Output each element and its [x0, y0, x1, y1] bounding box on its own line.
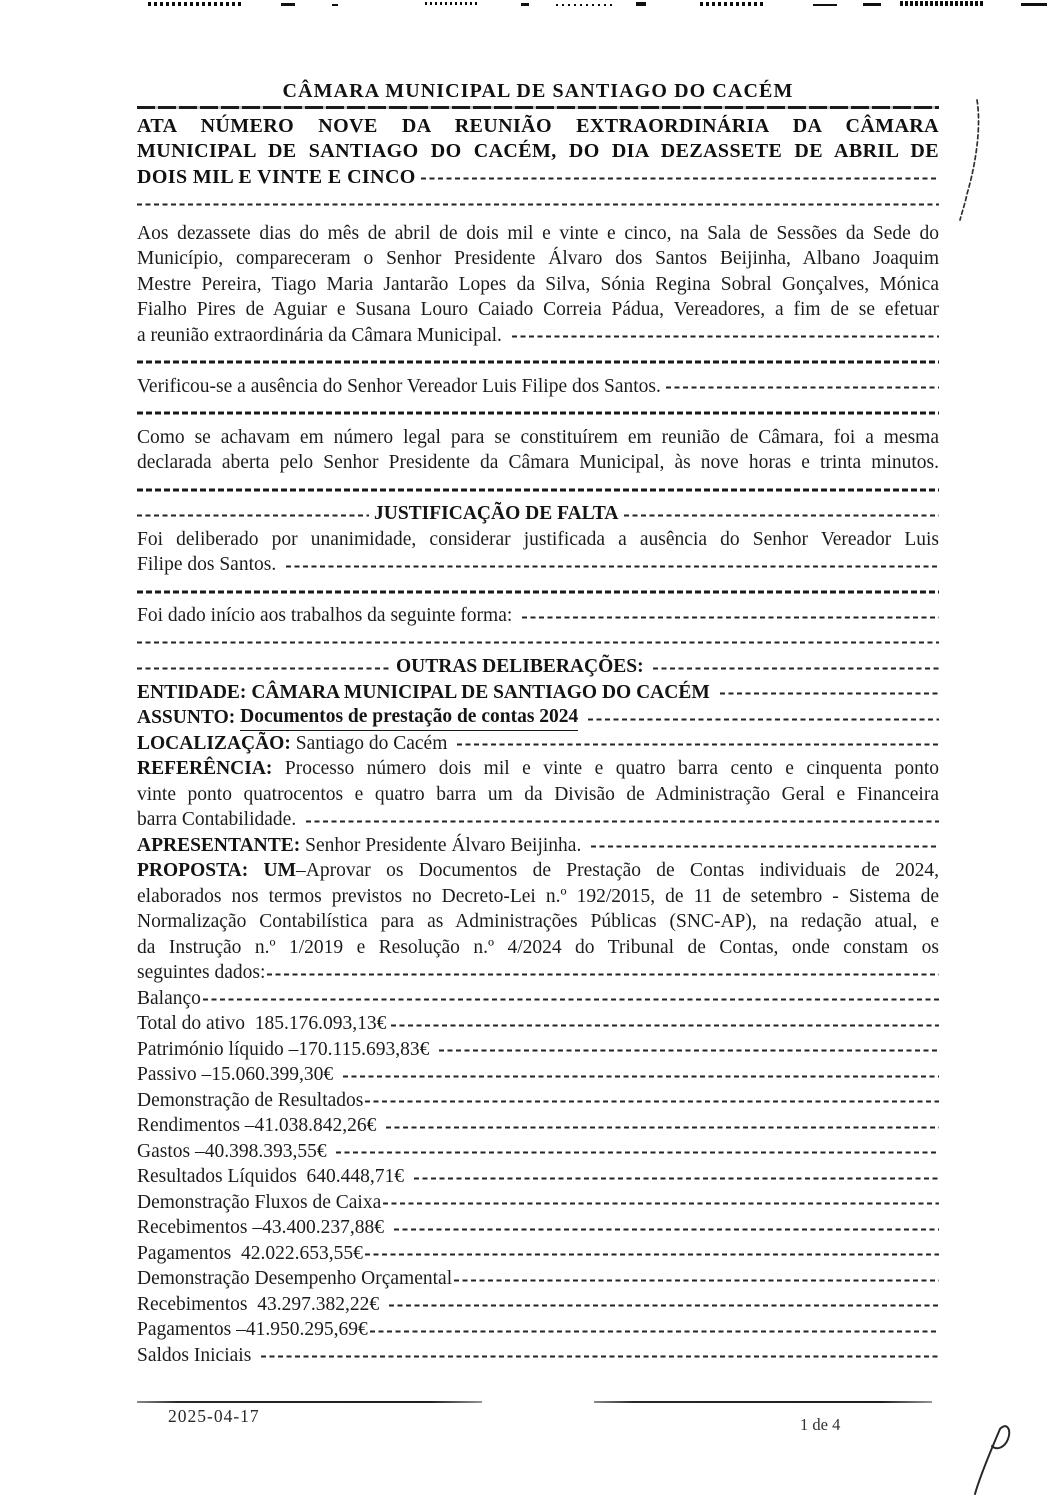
separator-line	[137, 578, 939, 604]
financial-line: Património líquido –170.115.693,83€	[137, 1037, 939, 1063]
dash-fill	[653, 667, 939, 669]
separator-line	[137, 399, 939, 425]
section-heading-justificacao: JUSTIFICAÇÃO DE FALTA	[137, 501, 939, 527]
paragraph-line: Como se achavam em número legal para se constituírem em reunião de Câmara, foi a mesma	[137, 426, 939, 448]
org-title: CÂMARA MUNICIPAL DE SANTIAGO DO CACÉM	[282, 80, 794, 102]
section-heading-outras-deliberacoes: OUTRAS DELIBERAÇÕES:	[137, 654, 939, 680]
dash-fill	[391, 1024, 939, 1026]
paragraph-line: a reunião extraordinária da Câmara Municipal.	[137, 323, 939, 349]
ata-heading-line: DOIS MIL E VINTE E CINCO	[137, 165, 939, 191]
financial-line: Demonstração de Resultados	[137, 1088, 939, 1114]
dash-fill	[522, 616, 939, 618]
entidade-line: ENTIDADE: CÂMARA MUNICIPAL DE SANTIAGO DO CACÉM	[137, 680, 939, 706]
dash-fill	[267, 973, 939, 975]
paragraph-line: Município, compareceram o Senhor Presidente Álvaro dos Santos Beijinha, Albano Joaquim	[137, 248, 939, 270]
proposta-line: da Instrução n.º 1/2019 e Resolução n.º 4/2024 do Tribunal de Contas, onde constam os	[137, 936, 939, 958]
proposta-line: elaborados nos termos previstos no Decreto-Lei n.º 192/2015, de 11 de setembro - Sistema de	[137, 885, 939, 907]
proposta-line: seguintes dados:	[137, 960, 939, 986]
financial-line: Rendimentos –41.038.842,26€	[137, 1113, 939, 1139]
financial-line: Recebimentos 43.297.382,22€	[137, 1292, 939, 1318]
financial-line: Balanço	[137, 986, 939, 1012]
localizacao-line: LOCALIZAÇÃO: Santiago do Cacém	[137, 731, 939, 757]
footer-rule-right	[594, 1401, 932, 1403]
paragraph-line: Filipe dos Santos.	[137, 552, 939, 578]
separator-line	[137, 476, 939, 502]
referencia-line: barra Contabilidade.	[137, 807, 939, 833]
assunto-line: ASSUNTO: Documentos de prestação de contas 2024	[137, 705, 939, 731]
dash-fill	[137, 514, 369, 516]
absence-line: Verificou-se a ausência do Senhor Vereador Luis Filipe dos Santos.	[137, 374, 939, 400]
footer-date: 2025-04-17	[168, 1406, 260, 1426]
footer-rule-left	[137, 1401, 482, 1403]
dash-fill	[365, 1101, 939, 1103]
dash-fill	[624, 514, 939, 516]
dash-fill	[394, 1228, 939, 1230]
dash-fill	[389, 1305, 939, 1307]
financial-line: Recebimentos –43.400.237,88€	[137, 1215, 939, 1241]
dash-fill	[365, 1254, 939, 1256]
dash-fill	[588, 718, 939, 720]
referencia-line: vinte ponto quatrocentos e quatro barra um da Divisão de Administração Geral e Financeira	[137, 783, 939, 805]
dash-fill	[720, 693, 939, 695]
financial-line: Pagamentos –41.950.295,69€	[137, 1317, 939, 1343]
dash-fill	[261, 1356, 939, 1358]
dash-fill	[203, 999, 939, 1001]
proposta-line: PROPOSTA: UM–Aprovar os Documentos de Prestação de Contas individuais de 2024,	[137, 860, 939, 882]
dash-fill	[370, 1330, 939, 1332]
dash-fill	[386, 1126, 939, 1128]
dash-fill	[306, 820, 939, 822]
financial-line: Total do ativo 185.176.093,13€	[137, 1011, 939, 1037]
dash-fill	[457, 744, 939, 746]
financial-line: Pagamentos 42.022.653,55€	[137, 1241, 939, 1267]
title-rule	[137, 106, 939, 109]
dash-fill	[666, 387, 939, 389]
paragraph-line: Foi deliberado por unanimidade, considerar justificada a ausência do Senhor Vereador Luis	[137, 528, 939, 550]
financial-line: Passivo –15.060.399,30€	[137, 1062, 939, 1088]
inicio-line: Foi dado início aos trabalhos da seguinte forma:	[137, 603, 939, 629]
dash-fill	[286, 565, 939, 567]
separator-line	[137, 629, 939, 655]
ata-heading-line: MUNICIPAL DE SANTIAGO DO CACÉM, DO DIA DEZASSETE DE ABRIL DE	[137, 140, 939, 163]
apresentante-line: APRESENTANTE: Senhor Presidente Álvaro Beijinha.	[137, 833, 939, 859]
paragraph-line: Mestre Pereira, Tiago Maria Jantarão Lopes da Silva, Sónia Regina Sobral Gonçalves, Mónica	[137, 273, 939, 295]
dash-fill	[414, 1177, 939, 1179]
dash-fill	[421, 178, 939, 180]
paragraph-line: Aos dezassete dias do mês de abril de dois mil e vinte e cinco, na Sala de Sessões da Sede do	[137, 222, 939, 244]
handwritten-initial	[963, 1420, 1023, 1497]
dash-fill	[512, 336, 939, 338]
page-number: 1 de 4	[800, 1415, 841, 1434]
dash-fill	[137, 667, 391, 669]
financial-line: Saldos Iniciais	[137, 1343, 939, 1369]
dash-fill	[383, 1203, 939, 1205]
financial-line: Resultados Líquidos 640.448,71€	[137, 1164, 939, 1190]
dash-fill	[454, 1279, 939, 1281]
paragraph-line: declarada aberta pelo Senhor Presidente da Câmara Municipal, às nove horas e trinta minutos.	[137, 452, 939, 474]
dash-fill	[591, 846, 939, 848]
referencia-line: REFERÊNCIA: Processo número dois mil e vinte e quatro barra cento e cinquenta ponto	[137, 758, 939, 780]
document-body	[137, 78, 939, 1368]
financial-line: Demonstração Desempenho Orçamental	[137, 1266, 939, 1292]
pen-stroke-margin-mark	[950, 94, 992, 234]
proposta-line: Normalização Contabilística para as Administrações Públicas (SNC-AP), na redação atual, e	[137, 911, 939, 933]
dash-fill	[343, 1075, 939, 1077]
financial-line: Demonstração Fluxos de Caixa	[137, 1190, 939, 1216]
ata-heading-line: ATA NÚMERO NOVE DA REUNIÃO EXTRAORDINÁRIA DA CÂMARA	[137, 114, 939, 137]
separator-line	[137, 348, 939, 374]
dash-fill	[439, 1050, 939, 1052]
financial-line: Gastos –40.398.393,55€	[137, 1139, 939, 1165]
dash-fill	[336, 1152, 939, 1154]
paragraph-line: Fialho Pires de Aguiar e Susana Louro Caiado Correia Pádua, Vereadores, a fim de se efetuar	[137, 299, 939, 321]
separator-line	[137, 190, 939, 216]
